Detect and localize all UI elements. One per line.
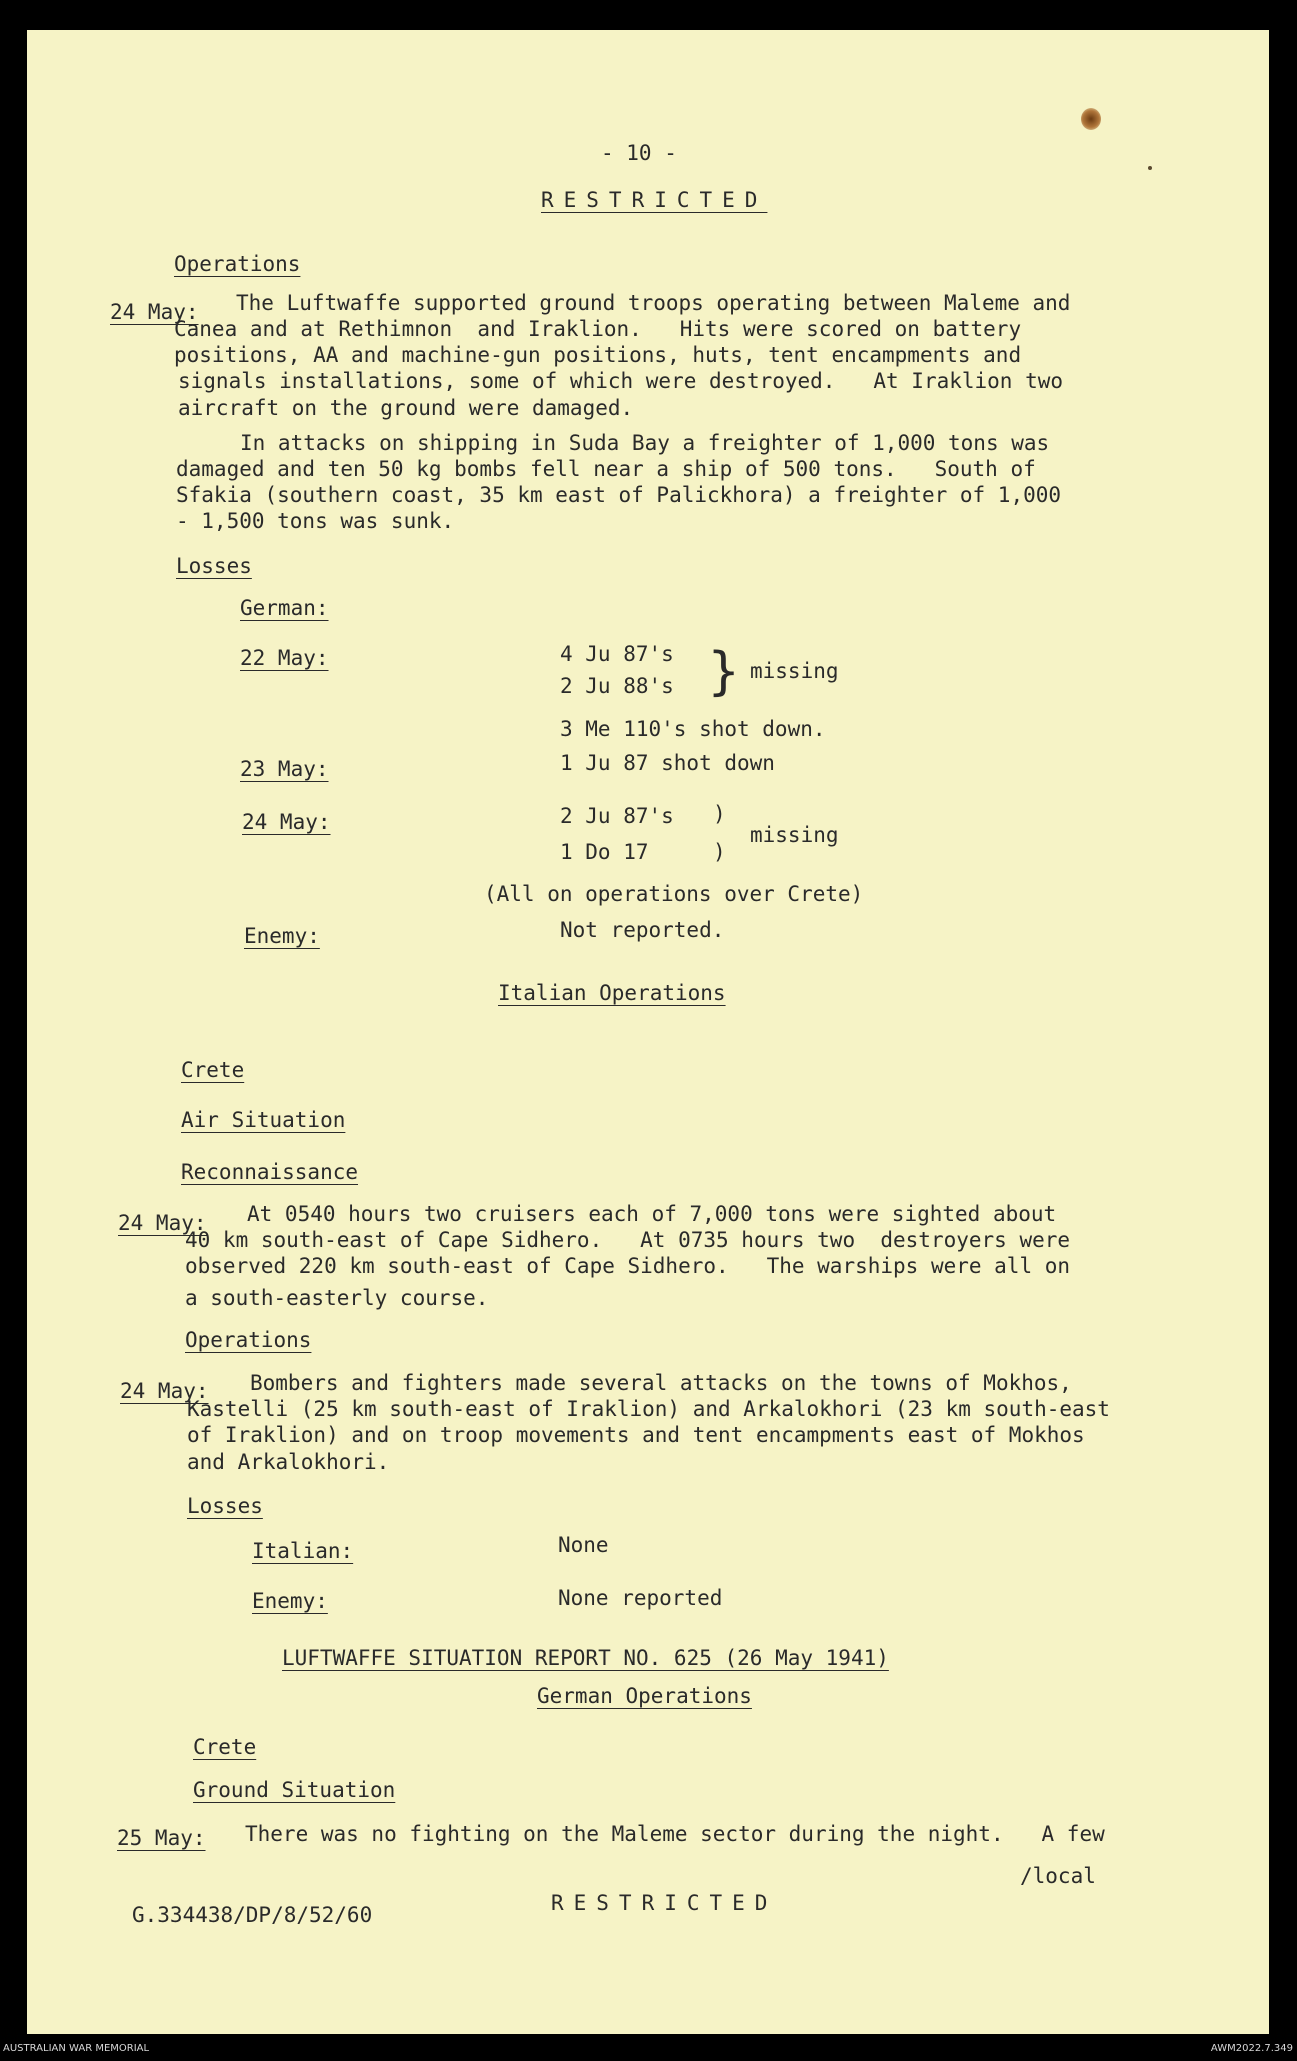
paragraph-line: In attacks on shipping in Suda Bay a freighter of 1,000 tons was xyxy=(240,431,1050,455)
paragraph-line: observed 220 km south-east of Cape Sidhero. The warships were all on xyxy=(185,1254,1071,1278)
paragraph-line: positions, AA and machine-gun positions, huts, tent encampments and xyxy=(174,343,1022,367)
paragraph-line: Canea and at Rethimnon and Iraklion. Hits were scored on battery xyxy=(174,317,1022,341)
heading-german-operations: German Operations xyxy=(537,1684,752,1708)
page-number: - 10 - xyxy=(601,141,677,165)
paper-stain xyxy=(1081,108,1101,130)
paragraph-line: The Luftwaffe supported ground troops operating between Maleme and xyxy=(236,291,1071,315)
footer-archive-name: AUSTRALIAN WAR MEMORIAL xyxy=(3,2043,150,2054)
label-italian: Italian: xyxy=(252,1539,354,1563)
date-label: 22 May: xyxy=(240,646,329,670)
loss-entry: 1 Do 17 xyxy=(560,840,649,864)
date-label: 24 May: xyxy=(120,1379,209,1403)
paragraph-line: - 1,500 tons was sunk. xyxy=(176,509,455,533)
report-title: LUFTWAFFE SITUATION REPORT NO. 625 (26 May 1941) xyxy=(282,1646,889,1670)
footer-item-id: AWM2022.7.349 xyxy=(1210,2043,1293,2054)
heading-reconnaissance: Reconnaissance xyxy=(181,1160,359,1184)
classification-bottom: RESTRICTED xyxy=(551,1891,778,1915)
right-paren: ) xyxy=(713,840,726,864)
heading-air-situation: Air Situation xyxy=(181,1108,346,1132)
paper-mark xyxy=(1148,166,1152,170)
date-label: 24 May: xyxy=(110,300,199,324)
note: (All on operations over Crete) xyxy=(484,882,864,906)
classification-top: RESTRICTED xyxy=(541,188,768,212)
heading-ground-situation: Ground Situation xyxy=(193,1778,396,1802)
paragraph-line: Bombers and fighters made several attacks on the towns of Mokhos, xyxy=(250,1371,1072,1395)
right-brace: } xyxy=(708,642,740,702)
paragraph-line: of Iraklion) and on troop movements and tent encampments east of Mokhos xyxy=(187,1423,1085,1447)
loss-entry: 3 Me 110's shot down. xyxy=(560,717,826,741)
loss-entry: 1 Ju 87 shot down xyxy=(560,751,775,775)
paragraph-line: damaged and ten 50 kg bombs fell near a ship of 500 tons. South of xyxy=(176,457,1036,481)
paragraph-line: and Arkalokhori. xyxy=(187,1450,390,1474)
heading-losses: Losses xyxy=(176,554,252,578)
heading-losses: Losses xyxy=(187,1494,263,1518)
loss-status: missing xyxy=(750,823,839,847)
loss-entry: 4 Ju 87's xyxy=(560,642,674,666)
paragraph-line: At 0540 hours two cruisers each of 7,000 tons were sighted about xyxy=(247,1202,1057,1226)
value-italian: None xyxy=(558,1533,609,1557)
paragraph-line: aircraft on the ground were damaged. xyxy=(178,396,634,420)
label-enemy: Enemy: xyxy=(244,924,320,948)
paragraph-line: a south-easterly course. xyxy=(185,1286,489,1310)
loss-entry: 2 Ju 87's xyxy=(560,804,674,828)
heading-crete: Crete xyxy=(181,1058,245,1082)
paragraph-line: Kastelli (25 km south-east of Iraklion) and Arkalokhori (23 km south-east xyxy=(187,1397,1110,1421)
paragraph-line: There was no fighting on the Maleme sector during the night. A few xyxy=(245,1822,1105,1846)
date-label: 24 May: xyxy=(118,1211,207,1235)
date-label: 23 May: xyxy=(240,757,329,781)
label-german: German: xyxy=(240,596,329,620)
right-paren: ) xyxy=(713,802,726,826)
loss-entry: 2 Ju 88's xyxy=(560,674,674,698)
loss-status: missing xyxy=(750,659,839,683)
continuation-marker: /local xyxy=(1020,1864,1096,1888)
label-enemy: Enemy: xyxy=(252,1589,328,1613)
paragraph-line: Sfakia (southern coast, 35 km east of Palickhora) a freighter of 1,000 xyxy=(176,483,1062,507)
value-enemy: Not reported. xyxy=(560,918,725,942)
heading-operations: Operations xyxy=(174,252,301,276)
heading-operations: Operations xyxy=(185,1328,312,1352)
paragraph-line: signals installations, some of which were destroyed. At Iraklion two xyxy=(178,369,1064,393)
paragraph-line: 40 km south-east of Cape Sidhero. At 0735 hours two destroyers were xyxy=(185,1228,1071,1252)
heading-italian-operations: Italian Operations xyxy=(498,981,726,1005)
date-label: 25 May: xyxy=(117,1826,206,1850)
reference-number: G.334438/DP/8/52/60 xyxy=(132,1903,373,1927)
date-label: 24 May: xyxy=(242,810,331,834)
value-enemy: None reported xyxy=(558,1586,723,1610)
heading-crete: Crete xyxy=(193,1735,257,1759)
